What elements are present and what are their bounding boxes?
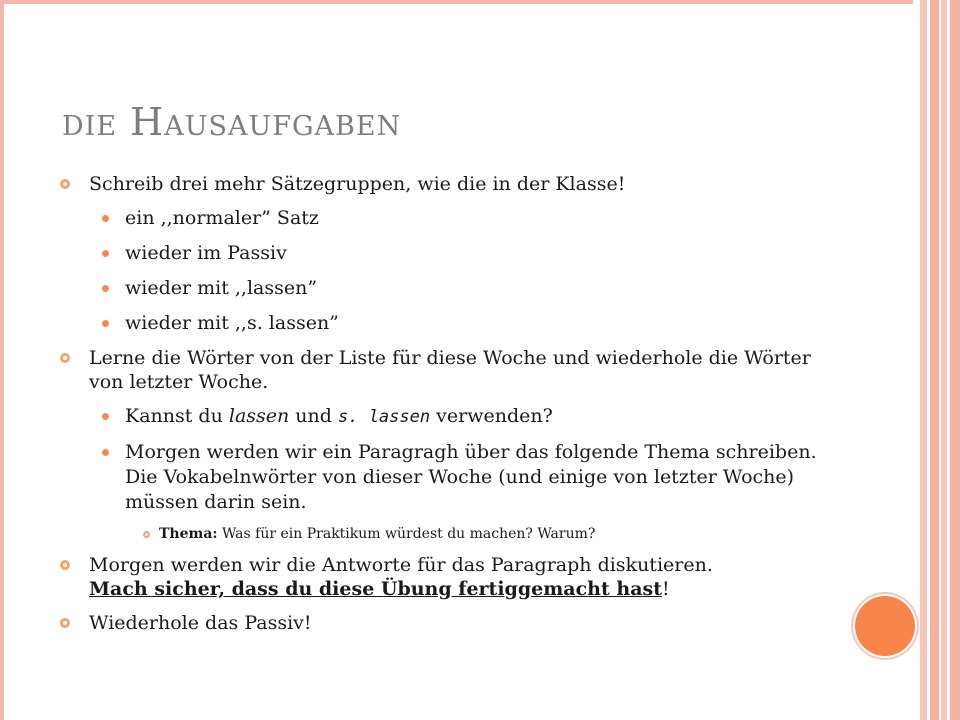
dot-bullet-icon [102,320,109,327]
slide-content [58,172,838,645]
dot-bullet-icon [102,285,109,292]
slide-title: die Hausaufgaben [62,100,402,144]
ring-bullet-icon [60,353,70,363]
ring-bullet-icon [143,531,150,538]
dot-bullet-icon [102,215,109,222]
bullet-item: Wiederhole das Passiv! [58,611,838,635]
decorative-circle [855,596,915,656]
decorative-stripes [920,0,960,720]
sub-bullet-item: wieder mit ,,lassen” [58,276,838,301]
ring-bullet-icon [60,560,70,570]
bullet-item: Schreib drei mehr Sätzegruppen, wie die in der Klasse! [58,172,838,196]
ring-bullet-icon [60,618,70,628]
dot-bullet-icon [102,413,109,420]
sub-bullet-item: ein ,,normaler” Satz [58,206,838,231]
sub-sub-bullet-item: Thema: Was für ein Praktikum würdest du machen? Warum? [58,525,838,543]
bullet-item: Morgen werden wir die Antworte für das Paragraph diskutieren. Mach sicher, dass du diese Übung fertiggemacht hast! [58,553,838,601]
ring-bullet-icon [60,179,70,189]
sub-bullet-item: wieder im Passiv [58,241,838,266]
sub-bullet-item: Kannst du lassen und s. lassen verwenden? [58,404,838,430]
dot-bullet-icon [102,449,109,456]
sub-bullet-item: Morgen werden wir ein Paragragh über das folgende Thema schreiben. Die Vokabelnwörter von dieser Woche (und einige von letzter Woche) müssen darin sein. [58,440,838,515]
sub-bullet-item: wieder mit ,,s. lassen” [58,311,838,336]
bullet-item: Lerne die Wörter von der Liste für diese Woche und wiederhole die Wörter von letzter Woche. [58,346,838,394]
dot-bullet-icon [102,250,109,257]
